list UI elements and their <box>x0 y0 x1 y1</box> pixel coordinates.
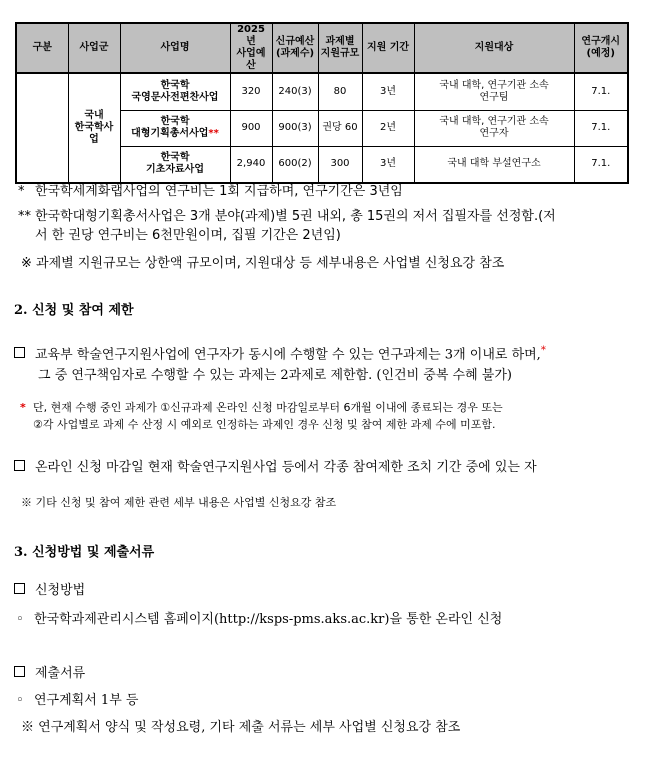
section-2-note-cont: ②각 사업별로 과제 수 산정 시 예외로 인정하는 과제인 경우 신청 및 참여 제한 과제 수에 미포함. <box>33 418 496 431</box>
header-cell: 지원 기간 <box>362 23 414 73</box>
note-text: 단, 현재 수행 중인 과제가 ①신규과제 온라인 신청 마감일로부터 6개월 이내에 종료되는 경우 또는 <box>33 401 503 414</box>
footnote-marker: ** <box>208 128 219 139</box>
para-text: 교육부 학술연구지원사업에 연구자가 동시에 수행할 수 있는 연구과제는 3개 이내로 하며, <box>35 347 541 363</box>
scale-cell: 300 <box>318 146 362 183</box>
header-cell: 신규예산 (과제수) <box>272 23 318 73</box>
group-cell: 국내 한국학사업 <box>68 73 120 183</box>
target-cell: 국내 대학, 연구기관 소속 연구팀 <box>414 73 574 110</box>
footnote-marker: * <box>18 184 25 199</box>
checkbox-square-icon <box>14 460 25 471</box>
scale-cell: 80 <box>318 73 362 110</box>
program-name-line1: 한국학 <box>160 116 190 127</box>
period-cell: 2년 <box>362 110 414 146</box>
bullet-icon: ◦ <box>16 693 24 708</box>
checkbox-square-icon <box>14 666 25 677</box>
start-cell: 7.1. <box>574 110 628 146</box>
budget-cell: 900 <box>230 110 272 146</box>
target-cell: 국내 대학, 연구기관 소속 연구자 <box>414 110 574 146</box>
footnote-2-cont: 서 한 권당 연구비는 6천만원이며, 집필 기간은 2년임) <box>35 228 341 243</box>
budget-table <box>15 22 629 184</box>
bullet-text: 연구계획서 1부 등 <box>34 693 139 708</box>
section-2-para-1-cont: 그 중 연구책임자로 수행할 수 있는 과제는 2과제로 제한함. (인건비 중복 수혜 불가) <box>38 368 512 383</box>
footnote-text: 한국학대형기획총서사업은 3개 분야(과제)별 5권 내외, 총 15권의 저서 집필자를 선정함.(저 <box>35 209 556 224</box>
para-text: 온라인 신청 마감일 현재 학술연구지원사업 등에서 각종 참여제한 조치 기간 중에 있는 자 <box>35 460 537 475</box>
target-cell: 국내 대학 부설연구소 <box>414 146 574 183</box>
program-name <box>120 110 230 146</box>
footnote-2 <box>18 208 556 226</box>
footnote-text: 한국학세계화랩사업의 연구비는 1회 지급하며, 연구기간은 3년임 <box>35 184 403 199</box>
category-cell <box>16 73 68 183</box>
start-cell: 7.1. <box>574 146 628 183</box>
bullet-icon: ◦ <box>16 612 24 627</box>
checkbox-square-icon <box>14 347 25 358</box>
table-header-row <box>16 23 628 73</box>
header-cell: 2025년 사업예산 <box>230 23 272 73</box>
budget-cell: 320 <box>230 73 272 110</box>
heading-text: 제출서류 <box>35 666 86 681</box>
section-2-note <box>20 399 503 416</box>
section-2-reference: ※ 기타 신청 및 참여 제한 관련 세부 내용은 사업별 신청요강 참조 <box>21 496 337 509</box>
footnote-marker: * <box>20 401 26 414</box>
header-cell: 구분 <box>16 23 68 73</box>
footnote-marker: ** <box>18 209 31 224</box>
section-2-para-2 <box>14 459 537 477</box>
budget-cell: 2,940 <box>230 146 272 183</box>
program-name: 한국학 국영문사전편찬사업 <box>120 73 230 110</box>
footnote-1 <box>18 183 403 201</box>
heading-text: 신청방법 <box>35 583 86 598</box>
section-2-title: 2. 신청 및 참여 제한 <box>14 303 134 318</box>
new-budget-cell: 900(3) <box>272 110 318 146</box>
header-cell: 지원대상 <box>414 23 574 73</box>
period-cell: 3년 <box>362 73 414 110</box>
section-3-title: 3. 신청방법 및 제출서류 <box>14 545 155 560</box>
checkbox-square-icon <box>14 583 25 594</box>
header-cell: 사업군 <box>68 23 120 73</box>
bullet-text: 한국학과제관리시스템 홈페이지(http://ksps-pms.aks.ac.kr)을 통한 온라인 신청 <box>34 612 503 627</box>
header-cell: 사업명 <box>120 23 230 73</box>
footnote-marker: * <box>540 345 546 356</box>
program-name: 한국학 기초자료사업 <box>120 146 230 183</box>
period-cell: 3년 <box>362 146 414 183</box>
new-budget-cell: 240(3) <box>272 73 318 110</box>
new-budget-cell: 600(2) <box>272 146 318 183</box>
scale-cell: 권당 60 <box>318 110 362 146</box>
section-3-heading-2 <box>14 665 85 683</box>
start-cell: 7.1. <box>574 73 628 110</box>
header-cell: 과제별 지원규모 <box>318 23 362 73</box>
section-3-reference: ※ 연구계획서 양식 및 작성요령, 기타 제출 서류는 세부 사업별 신청요강 참조 <box>21 720 461 735</box>
section-3-bullet-2 <box>16 692 138 710</box>
section-3-bullet-1 <box>16 611 502 629</box>
section-2-para-1 <box>14 342 546 364</box>
header-cell: 연구개시 (예정) <box>574 23 628 73</box>
section-3-heading-1 <box>14 582 85 600</box>
note-reference: ※ 과제별 지원규모는 상한액 규모이며, 지원대상 등 세부내용은 사업별 신청요강 참조 <box>21 256 505 271</box>
table-row <box>16 73 628 110</box>
program-name-line2: 대형기획총서사업 <box>131 128 209 139</box>
